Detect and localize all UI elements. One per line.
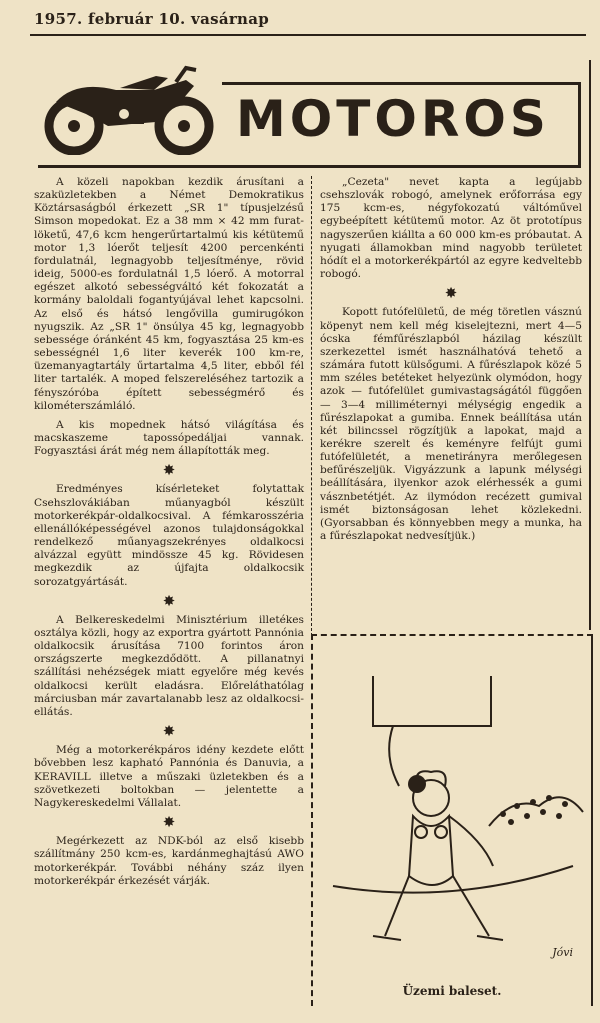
article-paragraph: A kis mopednek hátsó világítása és macskaszeme tapossópedáljai vannak. Fogyasztási árát még nem állapították meg. [34,418,304,458]
article-column-left [34,176,304,894]
article-paragraph: A közeli napokban kezdik árusítani a szaküzletekben a Német Demokratikus Köztársaságból érkezett „SR 1" típusjelzésű Simson mopedokat. Ez a 38 mm × 42 mm furat-löketű, 47,6 kcm hengerűrtartalmú kis kétütemű motor 1,3 lóerőt teljesít 4200 percenkénti fordulatnál, legnagyobb teljesítménye, rövid ideig, 5000-es fordulatnál 1,5 lóerő. A motorral egészet alkotó sebességváltó két fokozatát a kormány baloldali fogantyújával lehet kapcsolni. Az első és hátsó lengővilla gumirugókon nyugszik. Az „SR 1" önsúlya 45 kg, legnagyobb sebessége óránként 45 km, fogyasztása 25 km-es sebességnél 1,6 liter keverék 100 km-re, üzemanyagtartály űrtartalma 4,5 liter, ebből fél liter tartalék. A moped felszereléséhez tartozik a fényszóróba épített sebességmérő és kilométerszámláló. [34,176,304,412]
star-separator-icon: ✸ [162,722,176,741]
article-paragraph: Megérkezett az NDK-ból az első kisebb szállítmány 250 kcm-es, kardánmeghajtású AWO motorkerékpár. További néhány száz ilyen motorkerékpár érkezését várják. [34,835,304,887]
motorcycle-icon [36,60,222,155]
cartoon-signature: Jóvi [552,946,573,959]
right-border [589,60,591,630]
article-paragraph: Még a motorkerékpáros idény kezdete előtt bővebben lesz kapható Pannónia és Danuvia, a KERAVILL illetve a műszaki üzletekben és a szövetkezeti boltokban — jelentette a Nagykereskedelmi Vállalat. [34,744,304,809]
star-separator-icon: ✸ [162,591,176,610]
article-paragraph: Kopott futófelületű, de még töretlen vásznú köpenyt nem kell még kiselejtezni, mert 4—5 ócska fémfűrészlapból házilag készült szerkezettel ismét használhatóvá tehető a számára futott külsőgumi. A fűrészlapok közé 5 mm széles betéteket helyezünk olymódon, hogy azok — futófelület gumivastagságától függően — 3—4 milliméternyi mélységig engedik a fűrészlapokat a gumiba. Ennek beállítása után két bilincssel rögzítjük a lapokat, majd a kerékre szerelt és keményre felfújt gumi futófelületét, a menetirányra merőlegesen befűrészeljük. Vigyázzunk a lapunk mélységi beállítására, ilyenkor azok elérhessék a gumi vásznbetétjét. Az ilymódon recézett gumival ismét biztonságosan lehet közlekedni. (Gyorsabban és könnyebben megy a munka, ha a fűrészlapokat nedvesítjük.) [320,306,582,543]
cartoon-illustration-icon [313,636,591,966]
dateline: 1957. február 10. vasárnap [34,10,270,28]
cartoon-caption: Üzemi baleset. [402,984,502,998]
section-title: MOTOROS [236,90,550,148]
top-rule [30,34,586,36]
article-paragraph: A Belkereskedelmi Minisztérium illetékes osztálya közli, hogy az exportra gyártott Pannónia oldalkocsik árusítása 7100 forintos áron országszerte megkezdődött. A pillanatnyi szállítási nehézségek miatt egyelőre még kevés oldalkocsi került eladásra. Előreláthatólag márciusban már zavartalanabb lesz az oldalkocsi-ellátás. [34,613,304,718]
article-column-right [320,176,582,549]
article-paragraph: „Cezeta" nevet kapta a legújabb csehszlovák robogó, amelynek erőforrása egy 175 kcm-es, négyfokozatú váltóművel egybeépített kétütemű motor. Az öt prototípus nagyszerűen kiállta a 60 000 km-es próbautat. A nyugati államokban mind nagyobb területet hódít el a motorkerékpártól az egyre kedveltebb robogó. [320,176,582,281]
star-separator-icon: ✸ [162,813,176,832]
star-separator-icon: ✸ [162,461,176,480]
article-paragraph: Eredményes kísérleteket folytattak Csehszlovákiában műanyagból készült motorkerékpár-oldalkocsival. A fémkarosszéria ellenállóképességével azonos tulajdonságokkal rendelkező műanyagszekrényes oldalkocsi alvázzal együtt mindössze 45 kg. Rövidesen megkezdik az újfajta oldalkocsik sorozatgyártását. [34,483,304,588]
star-separator-icon: ✸ [444,284,458,303]
cartoon-frame [311,634,593,1006]
column-divider [311,176,312,636]
